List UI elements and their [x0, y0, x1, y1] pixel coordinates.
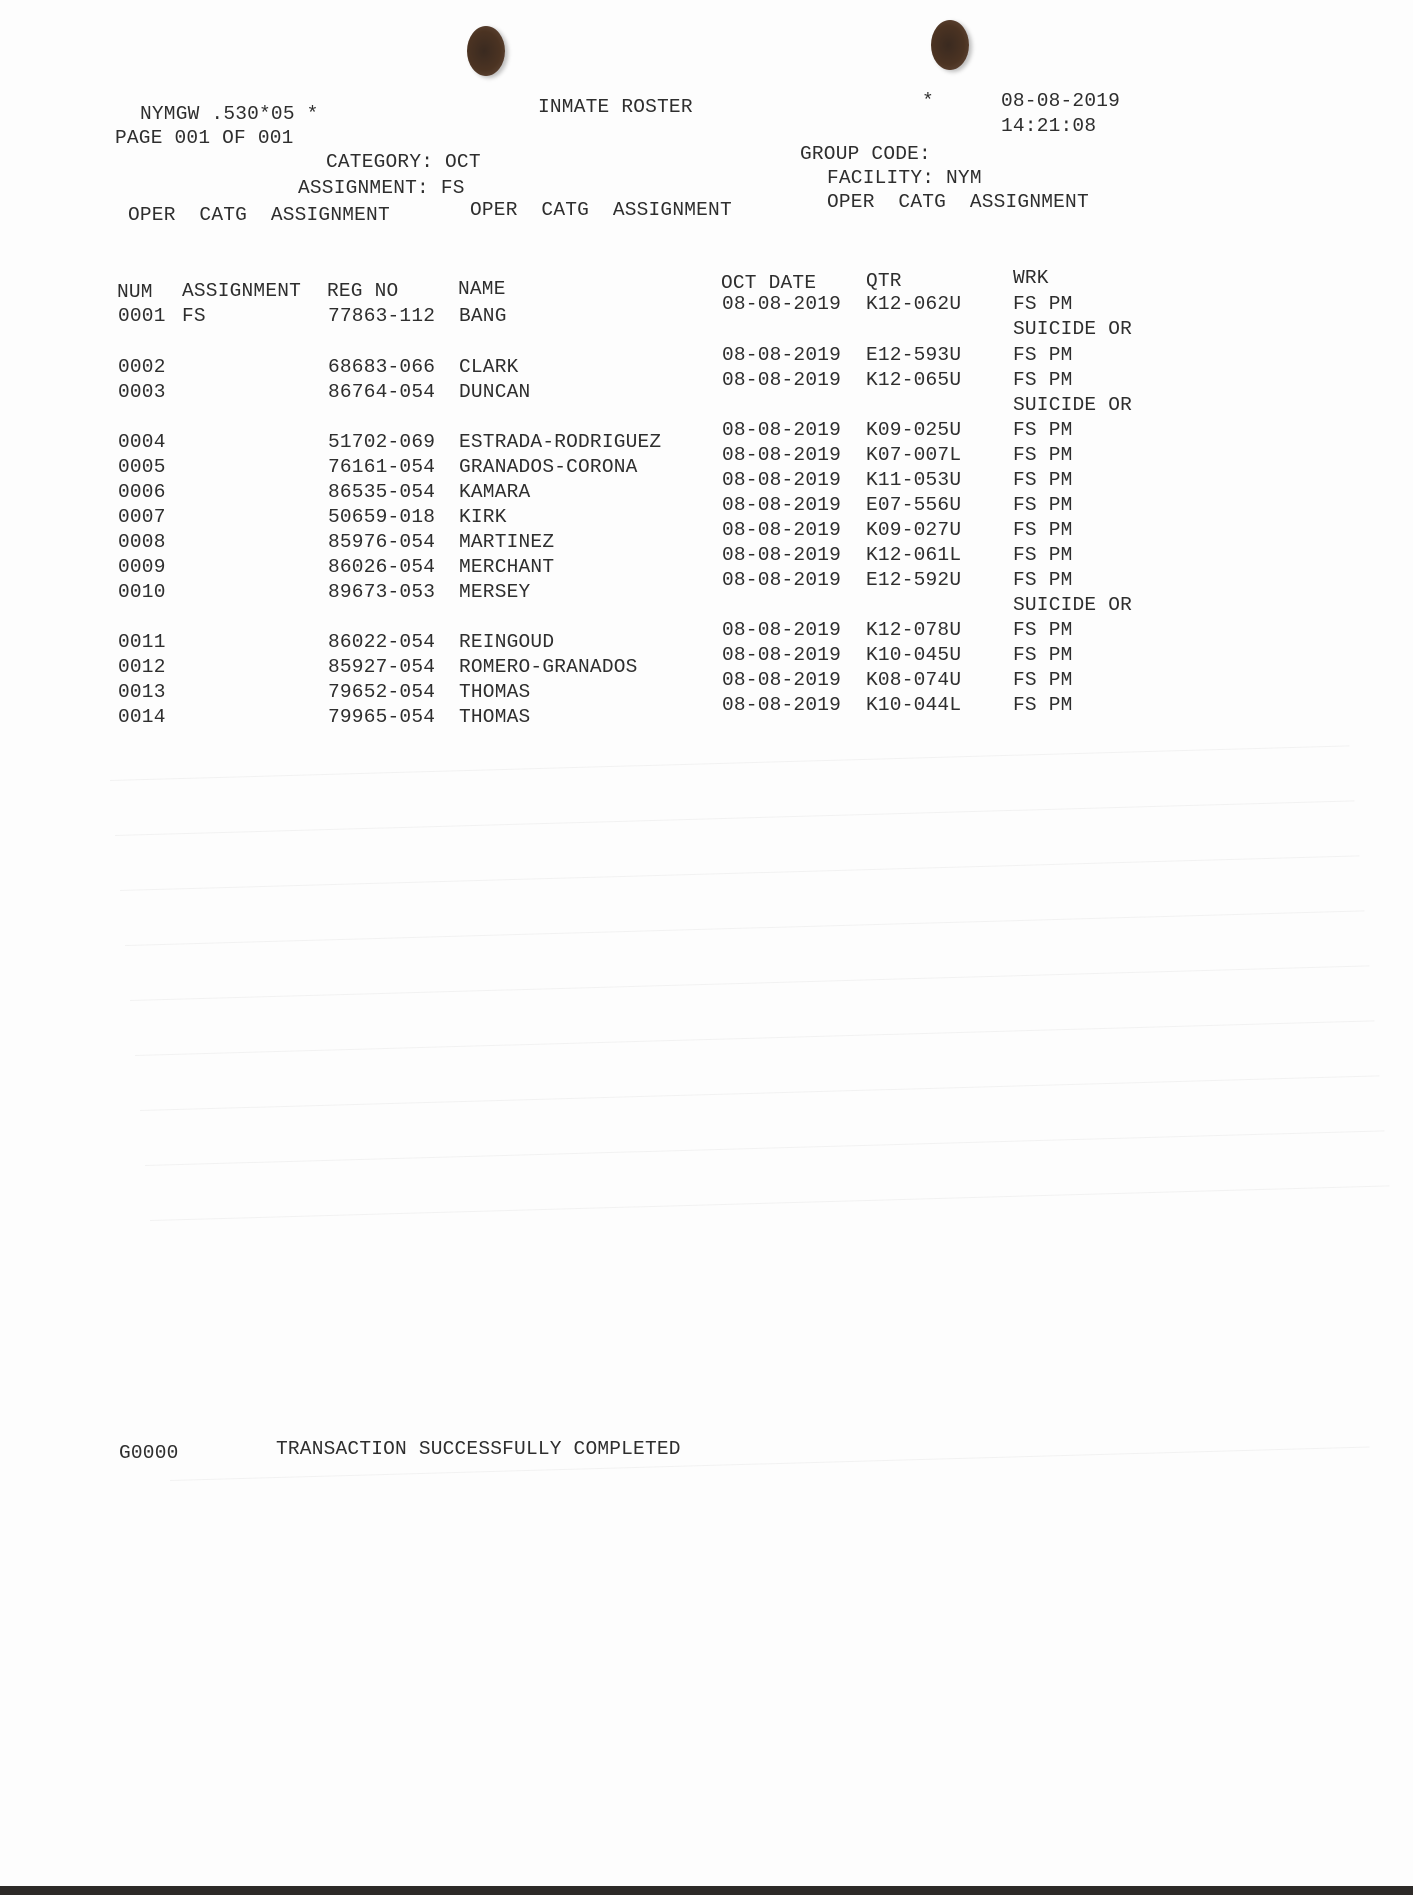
- row-name: MERCHANT: [459, 556, 555, 578]
- row-name: THOMAS: [459, 706, 531, 728]
- oper-catg-assignment-header: OPER CATG ASSIGNMENT: [128, 204, 390, 226]
- row-name: THOMAS: [459, 681, 531, 703]
- row-name: BANG: [459, 305, 507, 327]
- row-oct-date: 08-08-2019: [722, 669, 842, 691]
- row-qtr: K11-053U: [866, 469, 962, 491]
- row-qtr: E12-592U: [866, 569, 962, 591]
- row-number: 0014: [118, 706, 166, 728]
- row-reg-no: 86022-054: [328, 631, 436, 653]
- row-oct-date: 08-08-2019: [722, 694, 842, 716]
- column-header-qtr: QTR: [866, 270, 902, 292]
- row-wrk: FS PM: [1013, 293, 1073, 315]
- bleed-through-line: [135, 1020, 1375, 1056]
- row-name: GRANADOS-CORONA: [459, 456, 638, 478]
- row-oct-date: 08-08-2019: [722, 569, 842, 591]
- row-number: 0006: [118, 481, 166, 503]
- row-reg-no: 79965-054: [328, 706, 436, 728]
- row-name: MERSEY: [459, 581, 531, 603]
- row-oct-date: 08-08-2019: [722, 619, 842, 641]
- bleed-through-line: [150, 1185, 1390, 1221]
- bleed-through-line: [140, 1075, 1380, 1111]
- row-number: 0009: [118, 556, 166, 578]
- column-header-oct-date: OCT DATE: [721, 272, 817, 294]
- row-number: 0003: [118, 381, 166, 403]
- row-qtr: K08-074U: [866, 669, 962, 691]
- punch-hole-right: [931, 20, 969, 70]
- row-qtr: K12-078U: [866, 619, 962, 641]
- row-reg-no: 79652-054: [328, 681, 436, 703]
- row-reg-no: 85927-054: [328, 656, 436, 678]
- row-oct-date: 08-08-2019: [722, 519, 842, 541]
- row-wrk: FS PM: [1013, 469, 1073, 491]
- row-wrk: FS PM: [1013, 369, 1073, 391]
- row-number: 0008: [118, 531, 166, 553]
- row-note: SUICIDE OR: [1013, 594, 1133, 616]
- row-oct-date: 08-08-2019: [722, 369, 842, 391]
- row-wrk: FS PM: [1013, 544, 1073, 566]
- group-code-label: GROUP CODE:: [800, 143, 931, 165]
- row-oct-date: 08-08-2019: [722, 469, 842, 491]
- column-header-assignment: ASSIGNMENT: [182, 280, 302, 302]
- row-wrk: FS PM: [1013, 519, 1073, 541]
- row-number: 0004: [118, 431, 166, 453]
- row-qtr: K09-025U: [866, 419, 962, 441]
- row-reg-no: 86764-054: [328, 381, 436, 403]
- row-name: KIRK: [459, 506, 507, 528]
- header-star: *: [922, 90, 934, 112]
- row-wrk: FS PM: [1013, 619, 1073, 641]
- column-header-num: NUM: [117, 281, 153, 303]
- row-reg-no: 89673-053: [328, 581, 436, 603]
- category-label: CATEGORY: OCT: [326, 151, 481, 173]
- row-qtr: K12-061L: [866, 544, 962, 566]
- row-wrk: FS PM: [1013, 569, 1073, 591]
- row-reg-no: 86026-054: [328, 556, 436, 578]
- column-header-wrk: WRK: [1013, 267, 1049, 289]
- row-number: 0007: [118, 506, 166, 528]
- row-wrk: FS PM: [1013, 694, 1073, 716]
- column-header-reg-no: REG NO: [327, 280, 399, 302]
- row-qtr: K12-065U: [866, 369, 962, 391]
- row-name: CLARK: [459, 356, 519, 378]
- row-oct-date: 08-08-2019: [722, 544, 842, 566]
- row-wrk: FS PM: [1013, 669, 1073, 691]
- row-qtr: E07-556U: [866, 494, 962, 516]
- row-number: 0005: [118, 456, 166, 478]
- page-number: PAGE 001 OF 001: [115, 127, 294, 149]
- row-qtr: K10-045U: [866, 644, 962, 666]
- bleed-through-line: [125, 910, 1365, 946]
- row-wrk: FS PM: [1013, 419, 1073, 441]
- row-oct-date: 08-08-2019: [722, 344, 842, 366]
- row-number: 0010: [118, 581, 166, 603]
- oper-catg-assignment-header: OPER CATG ASSIGNMENT: [470, 199, 732, 221]
- row-name: KAMARA: [459, 481, 531, 503]
- facility-label: FACILITY: NYM: [827, 167, 982, 189]
- row-name: REINGOUD: [459, 631, 555, 653]
- row-wrk: FS PM: [1013, 344, 1073, 366]
- row-reg-no: 77863-112: [328, 305, 436, 327]
- status-message: TRANSACTION SUCCESSFULLY COMPLETED: [276, 1438, 681, 1460]
- row-qtr: K07-007L: [866, 444, 962, 466]
- row-name: ROMERO-GRANADOS: [459, 656, 638, 678]
- punch-hole-left: [467, 26, 505, 76]
- row-note: SUICIDE OR: [1013, 394, 1133, 416]
- oper-catg-assignment-header: OPER CATG ASSIGNMENT: [827, 191, 1089, 213]
- row-reg-no: 85976-054: [328, 531, 436, 553]
- row-oct-date: 08-08-2019: [722, 644, 842, 666]
- status-code: G0000: [119, 1442, 179, 1464]
- row-reg-no: 76161-054: [328, 456, 436, 478]
- row-note: SUICIDE OR: [1013, 318, 1133, 340]
- report-date: 08-08-2019: [1001, 90, 1121, 112]
- bleed-through-line: [120, 855, 1360, 891]
- column-header-name: NAME: [458, 278, 506, 300]
- row-number: 0013: [118, 681, 166, 703]
- bleed-through-line: [130, 965, 1370, 1001]
- bleed-through-line: [145, 1130, 1385, 1166]
- row-wrk: FS PM: [1013, 494, 1073, 516]
- row-qtr: K09-027U: [866, 519, 962, 541]
- row-number: 0011: [118, 631, 166, 653]
- row-oct-date: 08-08-2019: [722, 293, 842, 315]
- system-id: NYMGW .530*05 *: [140, 103, 319, 125]
- row-reg-no: 86535-054: [328, 481, 436, 503]
- row-name: ESTRADA-RODRIGUEZ: [459, 431, 662, 453]
- row-name: MARTINEZ: [459, 531, 555, 553]
- row-oct-date: 08-08-2019: [722, 444, 842, 466]
- row-wrk: FS PM: [1013, 644, 1073, 666]
- row-wrk: FS PM: [1013, 444, 1073, 466]
- row-number: 0001: [118, 305, 166, 327]
- row-assignment: FS: [182, 305, 206, 327]
- row-name: DUNCAN: [459, 381, 531, 403]
- row-qtr: K10-044L: [866, 694, 962, 716]
- bleed-through-line: [115, 800, 1355, 836]
- row-reg-no: 50659-018: [328, 506, 436, 528]
- row-number: 0012: [118, 656, 166, 678]
- bleed-through-line: [110, 745, 1350, 781]
- page-bottom-edge: [0, 1886, 1413, 1895]
- row-qtr: E12-593U: [866, 344, 962, 366]
- row-reg-no: 68683-066: [328, 356, 436, 378]
- report-title: INMATE ROSTER: [538, 96, 693, 118]
- row-qtr: K12-062U: [866, 293, 962, 315]
- row-oct-date: 08-08-2019: [722, 419, 842, 441]
- row-oct-date: 08-08-2019: [722, 494, 842, 516]
- row-number: 0002: [118, 356, 166, 378]
- assignment-label: ASSIGNMENT: FS: [298, 177, 465, 199]
- report-time: 14:21:08: [1001, 115, 1097, 137]
- row-reg-no: 51702-069: [328, 431, 436, 453]
